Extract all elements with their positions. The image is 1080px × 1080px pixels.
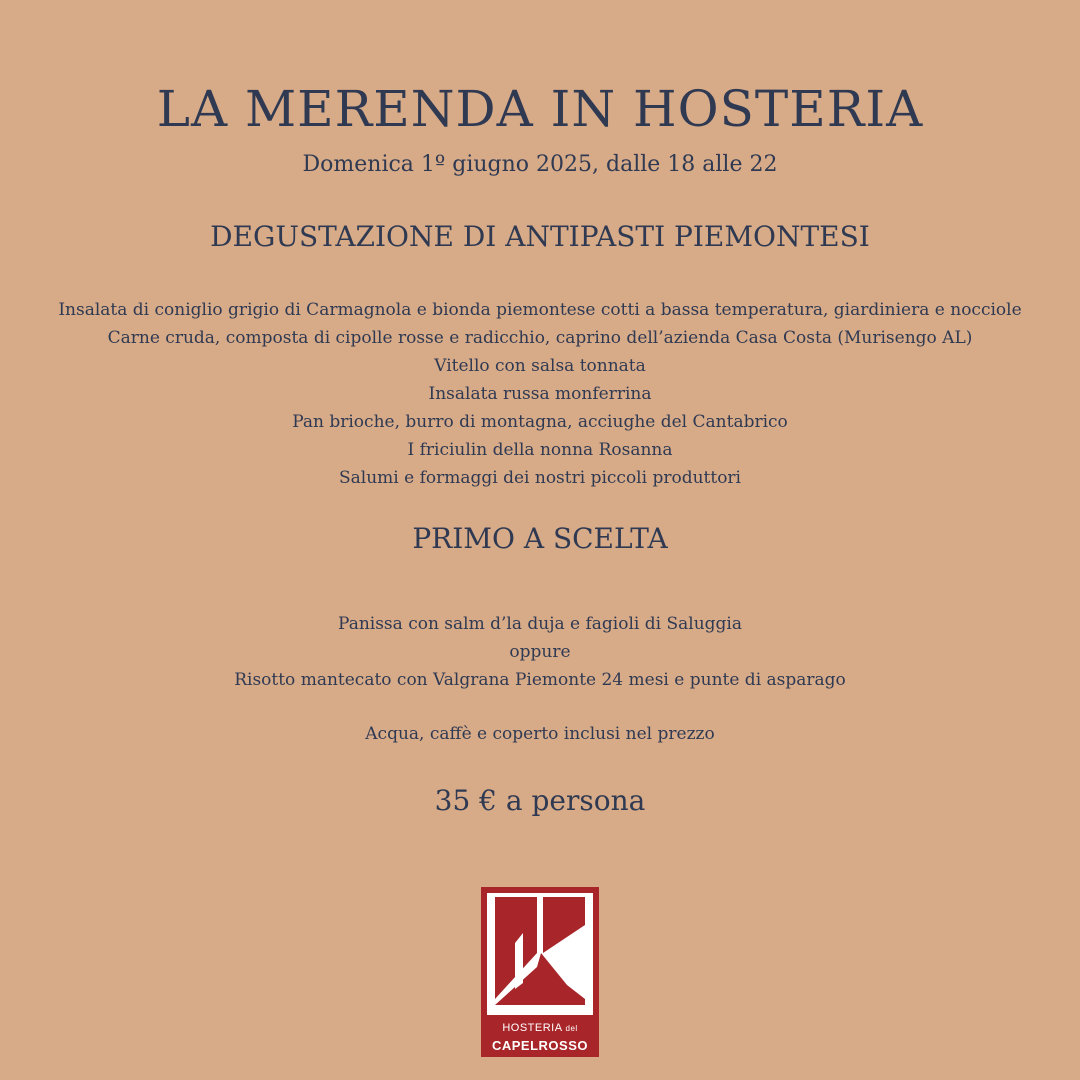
primo-separator: oppure	[509, 642, 571, 662]
primo-list	[0, 610, 1080, 694]
event-date: Domenica 1º giugno 2025, dalle 18 alle 22	[302, 152, 778, 177]
menu-item: Vitello con salsa tonnata	[434, 356, 646, 376]
primo-option-2: Risotto mantecato con Valgrana Piemonte 24 mesi e punte di asparago	[234, 670, 846, 690]
antipasti-heading: DEGUSTAZIONE DI ANTIPASTI PIEMONTESI	[210, 220, 870, 253]
menu-item: I friciulin della nonna Rosanna	[407, 440, 673, 460]
logo-text-line2: CAPELROSSO	[491, 1038, 588, 1053]
antipasti-list	[0, 296, 1080, 492]
menu-item: Insalata russa monferrina	[428, 384, 652, 404]
hosteria-logo	[481, 887, 599, 1057]
menu-item: Insalata di coniglio grigio di Carmagnola e bionda piemontese cotti a bassa temperatura, giardiniera e nocciole	[58, 300, 1022, 320]
included-note: Acqua, caffè e coperto inclusi nel prezzo	[365, 724, 715, 744]
primo-option-1: Panissa con salm d’la duja e fagioli di Saluggia	[338, 614, 742, 634]
logo-text-line1: HOSTERIA del	[502, 1022, 578, 1034]
primo-heading: PRIMO A SCELTA	[412, 522, 668, 555]
menu-item: Salumi e formaggi dei nostri piccoli produttori	[338, 468, 741, 488]
price: 35 € a persona	[434, 784, 646, 817]
menu-item: Carne cruda, composta di cipolle rosse e radicchio, caprino dell’azienda Casa Costa (Murisengo AL)	[107, 328, 973, 348]
menu-item: Pan brioche, burro di montagna, acciughe del Cantabrico	[292, 412, 788, 432]
event-title: LA MERENDA IN HOSTERIA	[156, 80, 924, 138]
